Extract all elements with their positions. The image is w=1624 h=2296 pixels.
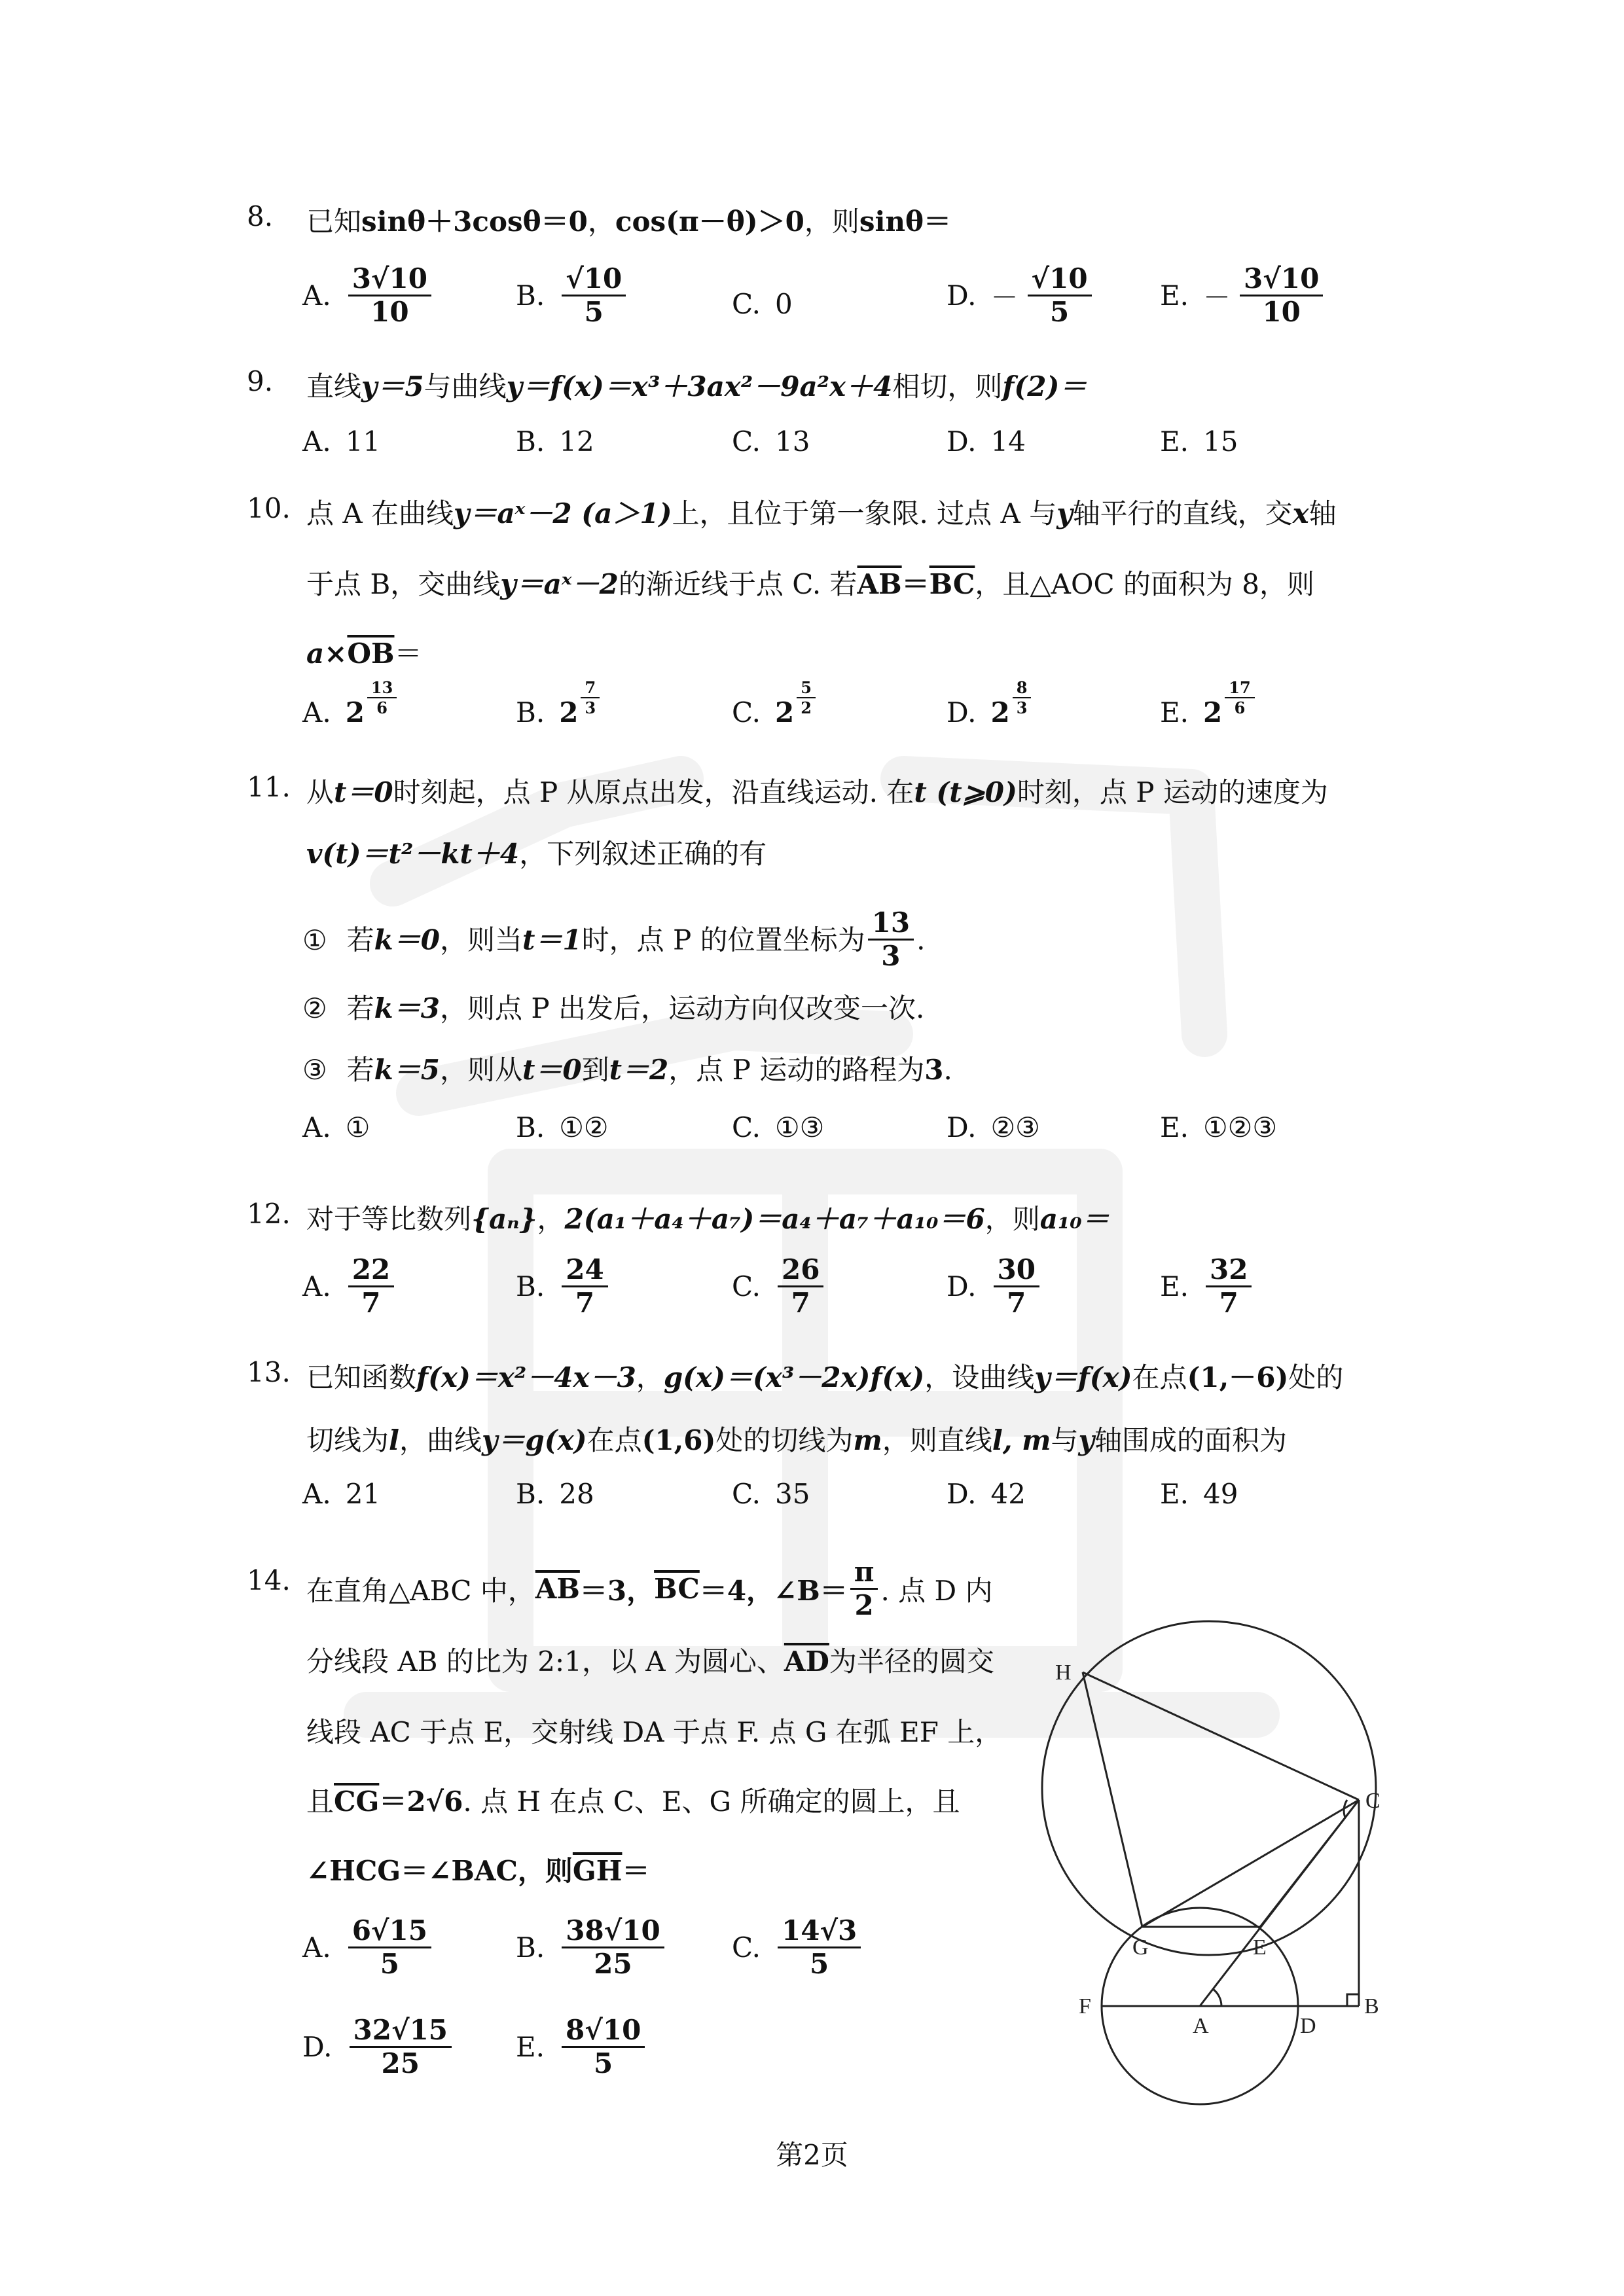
question-14-option-d[interactable] bbox=[302, 2016, 454, 2078]
segment-hg bbox=[1083, 1672, 1142, 1927]
large-circle bbox=[1042, 1621, 1376, 1955]
option-label: D. bbox=[947, 1270, 977, 1303]
option-text: ①② bbox=[559, 1111, 609, 1143]
option-fraction bbox=[562, 1916, 664, 1979]
question-8-stem bbox=[306, 200, 951, 240]
stem-text: 处的切线为 bbox=[715, 1424, 854, 1456]
option-text: 12 bbox=[559, 425, 594, 457]
stem-math: ∠HCG＝∠BAC，则 bbox=[306, 1855, 573, 1887]
option-label: E. bbox=[516, 2031, 545, 2064]
numerator: 32 bbox=[1206, 1255, 1252, 1287]
right-angle-mark bbox=[1347, 1994, 1359, 2006]
question-8-option-b[interactable] bbox=[516, 264, 628, 327]
item-text: 若 bbox=[346, 1054, 374, 1086]
item-math: t＝1 bbox=[522, 924, 582, 956]
item-text: 若 bbox=[346, 992, 374, 1024]
question-14-line-2 bbox=[306, 1640, 994, 1679]
power-exponent bbox=[367, 679, 397, 716]
question-11-option-e[interactable] bbox=[1160, 1111, 1277, 1143]
numerator: 13 bbox=[868, 908, 914, 941]
option-fraction bbox=[350, 2016, 452, 2078]
item-math: k＝5 bbox=[374, 1054, 440, 1086]
stem-text: 且 bbox=[306, 1785, 334, 1818]
exponent-numerator: 17 bbox=[1225, 679, 1254, 698]
stem-math: a₁₀＝ bbox=[1039, 1203, 1110, 1235]
question-13-option-c[interactable] bbox=[732, 1478, 810, 1510]
stem-text: 为半径的圆交 bbox=[829, 1645, 994, 1677]
numerator: 32√15 bbox=[350, 2016, 452, 2048]
option-fraction bbox=[994, 1255, 1039, 1318]
question-12-option-a[interactable] bbox=[302, 1255, 397, 1318]
power-exponent bbox=[1013, 679, 1032, 716]
stem-text: 时刻，点 P 运动的速度为 bbox=[1017, 776, 1328, 808]
exponent-denominator: 3 bbox=[1016, 698, 1028, 718]
denominator: 7 bbox=[575, 1287, 595, 1319]
option-text: 42 bbox=[990, 1478, 1026, 1510]
angle-arc-a bbox=[1213, 1989, 1221, 2006]
stem-math: l bbox=[389, 1424, 399, 1456]
stem-math: (1,6) bbox=[641, 1424, 716, 1456]
stem-text: 处的 bbox=[1288, 1361, 1344, 1393]
question-11-number: 11. bbox=[247, 771, 291, 803]
option-label: D. bbox=[947, 1478, 977, 1510]
label-d: D bbox=[1300, 2014, 1316, 2038]
question-11-line-2 bbox=[306, 833, 767, 872]
option-fraction bbox=[1028, 264, 1092, 327]
stem-text: 已知函数 bbox=[306, 1361, 417, 1393]
stem-text: 于点 B，交曲线 bbox=[306, 568, 501, 600]
stem-text: 相切，则 bbox=[892, 370, 1003, 403]
option-label: A. bbox=[302, 279, 331, 312]
option-label: E. bbox=[1160, 425, 1189, 457]
item-text: ，点 P 运动的路程为 bbox=[668, 1054, 925, 1086]
question-14-option-b[interactable] bbox=[516, 1916, 667, 1979]
question-10-option-d[interactable] bbox=[947, 678, 1034, 730]
option-fraction bbox=[562, 2016, 645, 2078]
segment-ad: $\overline{AD}$ bbox=[784, 1645, 829, 1677]
question-14-line-1 bbox=[306, 1558, 993, 1620]
question-14-option-e[interactable] bbox=[516, 2016, 647, 2078]
exponent-denominator: 2 bbox=[801, 698, 812, 718]
question-8-option-c[interactable] bbox=[732, 288, 793, 320]
option-label: C. bbox=[732, 1111, 761, 1143]
exponent-numerator: 5 bbox=[797, 679, 816, 698]
question-11-option-c[interactable] bbox=[732, 1111, 824, 1143]
power-base: 2 bbox=[1203, 696, 1223, 728]
option-label: E. bbox=[1160, 696, 1189, 728]
label-c: C bbox=[1365, 1789, 1380, 1813]
stem-text: ，且△AOC 的面积为 8，则 bbox=[975, 568, 1314, 600]
stem-text: ， bbox=[587, 206, 615, 238]
question-10-option-c[interactable] bbox=[732, 678, 818, 730]
question-11-option-a[interactable] bbox=[302, 1111, 370, 1143]
stem-text: ，则直线 bbox=[882, 1424, 992, 1456]
stem-math: f(2)＝ bbox=[1002, 370, 1087, 403]
stem-math: x bbox=[1292, 497, 1309, 529]
power-base: 2 bbox=[775, 696, 795, 728]
stem-math: y＝f(x)＝x³＋3ax²－9a²x＋4 bbox=[506, 370, 893, 403]
stem-text: 轴围成的面积为 bbox=[1094, 1424, 1287, 1456]
question-10-line-1 bbox=[306, 492, 1337, 531]
option-fraction bbox=[348, 1916, 431, 1979]
denominator: 7 bbox=[1219, 1287, 1238, 1319]
denominator: 25 bbox=[594, 1948, 632, 1981]
option-label: D. bbox=[947, 1111, 977, 1143]
segment-cg: $\overline{CG}$ bbox=[334, 1785, 380, 1818]
option-fraction bbox=[348, 1255, 394, 1318]
denominator: 10 bbox=[370, 296, 409, 329]
stem-math: (1,－6) bbox=[1187, 1361, 1289, 1393]
stem-text: ， bbox=[636, 1361, 664, 1393]
option-text: 21 bbox=[345, 1478, 381, 1510]
geometry-diagram bbox=[1034, 1577, 1401, 2114]
question-11-option-b[interactable] bbox=[516, 1111, 609, 1143]
option-label: D. bbox=[302, 2031, 333, 2064]
question-13-number: 13. bbox=[247, 1356, 291, 1388]
stem-text: 在点 bbox=[1132, 1361, 1187, 1393]
question-11-line-1 bbox=[306, 771, 1328, 810]
stem-math: cos(π－θ)＞0 bbox=[615, 206, 804, 238]
option-label: B. bbox=[516, 1270, 545, 1303]
option-text: ①③ bbox=[775, 1111, 825, 1143]
numerator: 30 bbox=[994, 1255, 1039, 1287]
segment-bc: $\overline{BC}$ bbox=[929, 568, 975, 600]
stem-math: ＝4，∠B＝ bbox=[699, 1574, 848, 1607]
option-label: E. bbox=[1160, 1270, 1189, 1303]
question-14-option-c[interactable] bbox=[732, 1916, 863, 1979]
stem-text: 轴 bbox=[1308, 497, 1337, 529]
stem-text: ，设曲线 bbox=[924, 1361, 1035, 1393]
option-label: A. bbox=[302, 696, 331, 728]
option-text: ②③ bbox=[990, 1111, 1040, 1143]
stem-text: ＝ bbox=[394, 637, 422, 670]
option-label: B. bbox=[516, 696, 545, 728]
power-base: 2 bbox=[559, 696, 579, 728]
segment-gh: $\overline{GH}$ bbox=[572, 1855, 623, 1887]
option-label: A. bbox=[302, 1478, 331, 1510]
stem-text: 在点 bbox=[586, 1424, 642, 1456]
stem-text: 从 bbox=[306, 776, 334, 808]
stem-math: y＝5 bbox=[361, 370, 424, 403]
question-9-option-a[interactable] bbox=[302, 425, 380, 457]
question-14-option-a[interactable] bbox=[302, 1916, 434, 1979]
denominator: 5 bbox=[594, 2047, 613, 2080]
denominator: 5 bbox=[1049, 296, 1070, 329]
option-label: A. bbox=[302, 1931, 331, 1964]
stem-math: y bbox=[1078, 1424, 1094, 1456]
denominator: 10 bbox=[1262, 296, 1301, 329]
item-math: k＝3 bbox=[374, 992, 440, 1024]
denominator: 7 bbox=[1007, 1287, 1026, 1319]
stem-math: m bbox=[853, 1424, 882, 1456]
denominator: 2 bbox=[854, 1589, 874, 1622]
stem-text: ，则 bbox=[984, 1203, 1040, 1235]
option-label: E. bbox=[1160, 1478, 1189, 1510]
item-fraction bbox=[868, 908, 914, 971]
numerator: 3√10 bbox=[1240, 264, 1323, 296]
page-number: 第2页 bbox=[776, 2139, 848, 2171]
stem-text: 与曲线 bbox=[424, 370, 507, 403]
denominator: 5 bbox=[380, 1948, 399, 1981]
stem-math: g(x)＝(x³－2x)f(x) bbox=[663, 1361, 925, 1393]
stem-text: ， bbox=[537, 1203, 565, 1235]
exponent-denominator: 3 bbox=[585, 698, 596, 718]
segment-bc: $\overline{BC}$ bbox=[654, 1573, 700, 1605]
option-label: B. bbox=[516, 1111, 545, 1143]
exponent-numerator: 13 bbox=[367, 679, 397, 698]
item-text: . bbox=[916, 924, 926, 956]
stem-text: 上，且位于第一象限. 过点 A 与 bbox=[672, 497, 1057, 529]
option-label: C. bbox=[732, 696, 761, 728]
option-text: 11 bbox=[345, 425, 381, 457]
segment-ob: $\overline{OB}$ bbox=[347, 637, 395, 670]
stem-math: a× bbox=[306, 637, 348, 670]
item-marker: ① bbox=[302, 924, 327, 956]
numerator: 22 bbox=[348, 1255, 394, 1287]
option-text: ① bbox=[345, 1111, 370, 1143]
option-text: 0 bbox=[775, 288, 793, 320]
numerator: 26 bbox=[778, 1255, 823, 1287]
numerator: 38√10 bbox=[562, 1916, 664, 1948]
option-fraction bbox=[562, 1255, 607, 1318]
denominator: 25 bbox=[381, 2047, 420, 2080]
question-11-item-1 bbox=[302, 906, 926, 973]
question-9-option-e[interactable] bbox=[1160, 425, 1238, 457]
numerator: 6√15 bbox=[348, 1916, 431, 1948]
question-9-option-c[interactable] bbox=[732, 425, 810, 457]
numerator: 8√10 bbox=[562, 2016, 645, 2048]
question-10-option-e[interactable] bbox=[1160, 678, 1257, 730]
label-g: G bbox=[1132, 1935, 1149, 1960]
question-8-option-a[interactable] bbox=[302, 264, 434, 327]
option-label: B. bbox=[516, 1478, 545, 1510]
stem-text: 对于等比数列 bbox=[306, 1203, 472, 1235]
option-text: ①②③ bbox=[1203, 1111, 1277, 1143]
question-13-option-d[interactable] bbox=[947, 1478, 1026, 1510]
numerator: √10 bbox=[562, 264, 626, 296]
stem-text: ，下列叙述正确的有 bbox=[519, 838, 767, 870]
numerator: √10 bbox=[1028, 264, 1092, 296]
stem-text: ，曲线 bbox=[399, 1424, 482, 1456]
option-label: C. bbox=[732, 1270, 761, 1303]
question-10-line-2 bbox=[306, 563, 1314, 602]
stem-text: 点 A 在曲线 bbox=[306, 497, 454, 529]
question-12-stem bbox=[306, 1198, 1110, 1237]
option-label: D. bbox=[947, 696, 977, 728]
question-11-item-3 bbox=[302, 1049, 952, 1088]
stem-math: {aₙ} bbox=[471, 1203, 537, 1235]
question-10-number: 10. bbox=[247, 492, 291, 524]
question-13-option-b[interactable] bbox=[516, 1478, 594, 1510]
exponent-denominator: 6 bbox=[1234, 698, 1246, 718]
question-13-line-2 bbox=[306, 1419, 1287, 1458]
item-marker: ③ bbox=[302, 1054, 327, 1086]
label-e: E bbox=[1253, 1935, 1267, 1960]
item-math: t＝0 bbox=[522, 1054, 582, 1086]
item-math: 3 bbox=[924, 1054, 944, 1086]
denominator: 3 bbox=[881, 940, 901, 973]
label-f: F bbox=[1079, 1994, 1091, 2018]
denominator: 7 bbox=[791, 1287, 810, 1319]
option-label: D. bbox=[947, 279, 977, 312]
option-fraction bbox=[562, 264, 626, 327]
option-label: A. bbox=[302, 1270, 331, 1303]
question-8-number: 8. bbox=[247, 200, 274, 232]
question-14-line-4 bbox=[306, 1780, 960, 1820]
minus-sign: － bbox=[990, 281, 1019, 314]
segment-hc bbox=[1083, 1672, 1359, 1800]
exponent-numerator: 8 bbox=[1013, 679, 1032, 698]
power-exponent bbox=[581, 679, 600, 716]
power-base: 2 bbox=[345, 696, 365, 728]
question-10-option-a[interactable] bbox=[302, 678, 399, 730]
exponent-numerator: 7 bbox=[581, 679, 600, 698]
question-14-line-3: 线段 AC 于点 E，交射线 DA 于点 F. 点 G 在弧 EF 上， bbox=[306, 1716, 1003, 1748]
option-fraction bbox=[348, 264, 431, 327]
stem-text: 直线 bbox=[306, 370, 362, 403]
item-text: ，则点 P 出发后，运动方向仅改变一次. bbox=[440, 992, 925, 1024]
question-12-option-c[interactable] bbox=[732, 1255, 826, 1318]
stem-math: v(t)＝t²－kt＋4 bbox=[306, 838, 520, 870]
stem-math: f(x)＝x²－4x－3 bbox=[416, 1361, 636, 1393]
stem-text: ，则 bbox=[804, 206, 859, 238]
question-11-option-d[interactable] bbox=[947, 1111, 1040, 1143]
question-13-line-1 bbox=[306, 1356, 1343, 1395]
question-14-line-5 bbox=[306, 1850, 649, 1889]
segment-ab: $\overline{AB}$ bbox=[857, 568, 902, 600]
option-text: 14 bbox=[990, 425, 1026, 457]
stem-math: ＝ bbox=[622, 1855, 650, 1887]
item-text: 到 bbox=[581, 1054, 609, 1086]
option-label: A. bbox=[302, 425, 331, 457]
option-label: E. bbox=[1160, 279, 1189, 312]
stem-text: 轴平行的直线，交 bbox=[1072, 497, 1293, 529]
option-fraction bbox=[778, 1255, 823, 1318]
stem-math: 2(a₁＋a₄＋a₇)＝a₄＋a₇＋a₁₀＝6 bbox=[564, 1203, 985, 1235]
numerator: 14√3 bbox=[778, 1916, 861, 1948]
question-12-option-d[interactable] bbox=[947, 1255, 1042, 1318]
option-fraction bbox=[778, 1916, 861, 1979]
option-label: B. bbox=[516, 279, 545, 312]
question-9-number: 9. bbox=[247, 365, 274, 397]
option-text: 13 bbox=[775, 425, 810, 457]
option-label: B. bbox=[516, 425, 545, 457]
question-11-item-2 bbox=[302, 987, 924, 1026]
question-10-line-3 bbox=[306, 632, 422, 672]
stem-text: 时刻起，点 P 从原点出发，沿直线运动. 在 bbox=[393, 776, 914, 808]
power-base: 2 bbox=[990, 696, 1010, 728]
label-a: A bbox=[1193, 2014, 1209, 2038]
numerator: 24 bbox=[562, 1255, 607, 1287]
stem-text: 已知 bbox=[306, 206, 362, 238]
item-text: 时，点 P 的位置坐标为 bbox=[581, 924, 865, 956]
question-8-option-e[interactable] bbox=[1160, 264, 1326, 327]
stem-math: t＝0 bbox=[334, 776, 393, 808]
question-12-option-e[interactable] bbox=[1160, 1255, 1254, 1318]
stem-math: y＝aˣ－2 bbox=[500, 568, 619, 600]
numerator: 3√10 bbox=[348, 264, 431, 296]
exponent-denominator: 6 bbox=[376, 698, 388, 718]
denominator: 5 bbox=[584, 296, 604, 329]
item-marker: ② bbox=[302, 992, 327, 1024]
item-text: 若 bbox=[346, 924, 374, 956]
stem-text: 切线为 bbox=[306, 1424, 389, 1456]
stem-math: ＝2√6 bbox=[379, 1785, 463, 1818]
question-14-number: 14. bbox=[247, 1564, 291, 1596]
question-9-stem bbox=[306, 365, 1087, 404]
item-text: . bbox=[943, 1054, 952, 1086]
option-label: E. bbox=[1160, 1111, 1189, 1143]
option-fraction bbox=[1240, 264, 1323, 327]
item-text: ，则当 bbox=[440, 924, 523, 956]
stem-math: t (t⩾0) bbox=[914, 776, 1017, 808]
option-text: 35 bbox=[775, 1478, 810, 1510]
option-label: A. bbox=[302, 1111, 331, 1143]
stem-math: sinθ＋3cosθ＝0 bbox=[361, 206, 588, 238]
angle-fraction bbox=[850, 1558, 878, 1620]
question-13-option-a[interactable] bbox=[302, 1478, 380, 1510]
stem-text: 分线段 AB 的比为 2:1，以 A 为圆心、 bbox=[306, 1645, 784, 1677]
stem-math: sinθ＝ bbox=[859, 206, 952, 238]
label-b: B bbox=[1364, 1994, 1379, 2018]
stem-text: 在直角△ABC 中， bbox=[306, 1574, 535, 1607]
denominator: 7 bbox=[361, 1287, 381, 1319]
numerator: π bbox=[850, 1558, 878, 1590]
question-9-option-d[interactable] bbox=[947, 425, 1026, 457]
stem-text: 的渐近线于点 C. 若 bbox=[618, 568, 857, 600]
option-text: 15 bbox=[1203, 425, 1238, 457]
question-9-option-b[interactable] bbox=[516, 425, 594, 457]
stem-math: y＝f(x) bbox=[1034, 1361, 1132, 1393]
question-12-number: 12. bbox=[247, 1198, 291, 1230]
option-label: B. bbox=[516, 1931, 545, 1964]
power-exponent bbox=[1225, 679, 1254, 716]
stem-text: 与 bbox=[1051, 1424, 1079, 1456]
stem-math: ＝3， bbox=[579, 1574, 655, 1607]
stem-math: l, m bbox=[992, 1424, 1051, 1456]
item-math: t＝2 bbox=[609, 1054, 669, 1086]
question-10-option-b[interactable] bbox=[516, 678, 602, 730]
denominator: 5 bbox=[810, 1948, 829, 1981]
minus-sign: － bbox=[1203, 281, 1231, 314]
item-text: ，则从 bbox=[440, 1054, 523, 1086]
option-label: C. bbox=[732, 425, 761, 457]
stem-math: y＝g(x) bbox=[482, 1424, 587, 1456]
stem-text: . 点 D 内 bbox=[880, 1574, 993, 1607]
power-exponent bbox=[797, 679, 816, 716]
option-label: C. bbox=[732, 1478, 761, 1510]
equals-sign: ＝ bbox=[901, 568, 929, 600]
question-13-option-e[interactable] bbox=[1160, 1478, 1238, 1510]
option-label: D. bbox=[947, 425, 977, 457]
option-fraction bbox=[1206, 1255, 1252, 1318]
option-label: C. bbox=[732, 288, 761, 320]
stem-math: y bbox=[1056, 497, 1073, 529]
segment-ab: $\overline{AB}$ bbox=[535, 1573, 580, 1605]
question-12-option-b[interactable] bbox=[516, 1255, 611, 1318]
stem-math: y＝aˣ－2 (a＞1) bbox=[454, 497, 672, 529]
label-h: H bbox=[1055, 1660, 1072, 1685]
stem-text: . 点 H 在点 C、E、G 所确定的圆上，且 bbox=[463, 1785, 960, 1818]
option-text: 49 bbox=[1203, 1478, 1238, 1510]
option-text: 28 bbox=[559, 1478, 594, 1510]
segment-ec bbox=[1260, 1800, 1359, 1927]
question-8-option-d[interactable] bbox=[947, 264, 1094, 327]
option-label: C. bbox=[732, 1931, 761, 1964]
item-math: k＝0 bbox=[374, 924, 440, 956]
